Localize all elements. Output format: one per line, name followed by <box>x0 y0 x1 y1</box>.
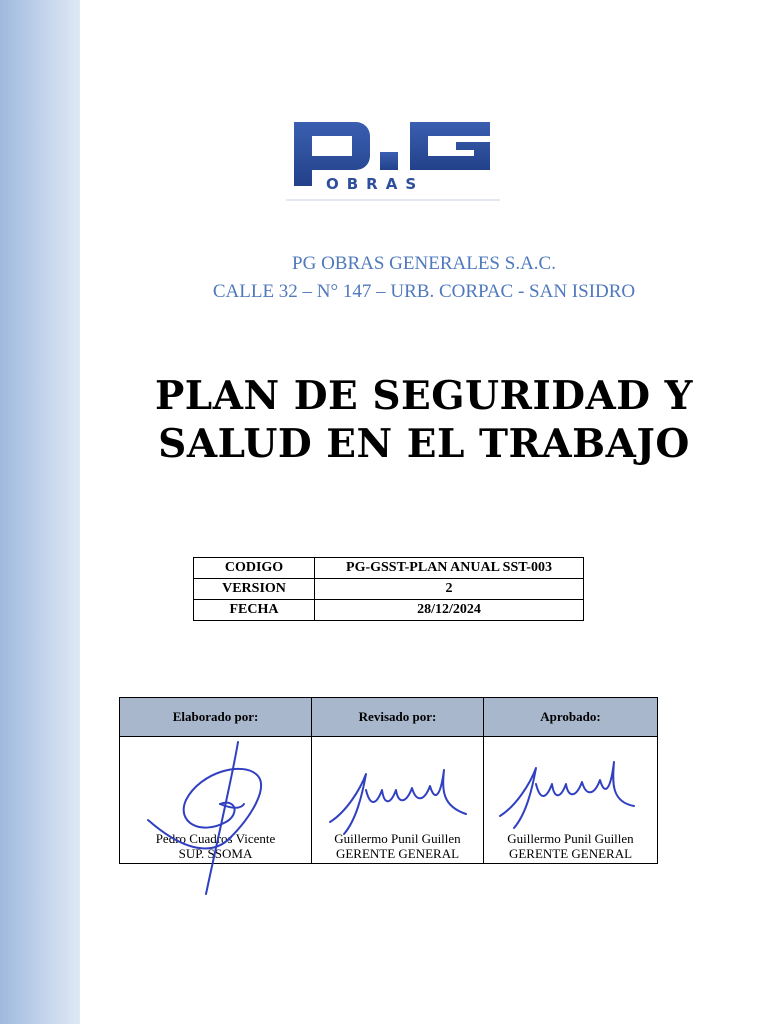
header-aprobado: Aprobado: <box>484 698 658 737</box>
meta-row-code <box>194 558 584 579</box>
meta-label: CODIGO <box>194 558 315 579</box>
meta-row-version <box>194 579 584 600</box>
title-line-2: SALUD EN EL TRABAJO <box>158 421 690 467</box>
signature-cell-revisado <box>312 737 484 864</box>
signer-role: GERENTE GENERAL <box>508 846 633 861</box>
meta-row-date <box>194 600 584 621</box>
approval-signature-table <box>119 697 658 864</box>
header-elaborado: Elaborado por: <box>120 698 312 737</box>
title-line-1: PLAN DE SEGURIDAD Y <box>154 373 694 419</box>
company-header <box>80 250 768 306</box>
document-title <box>80 372 768 468</box>
meta-label: FECHA <box>194 600 315 621</box>
approval-header-row <box>120 698 658 737</box>
meta-value: 2 <box>315 579 584 600</box>
side-decorative-band <box>0 0 80 1024</box>
signer-role: SUP. SSOMA <box>178 846 253 861</box>
svg-text:OBRAS: OBRAS <box>326 175 425 193</box>
meta-value: 28/12/2024 <box>315 600 584 621</box>
signer-name: Guillermo Punil Guillen <box>334 831 461 846</box>
meta-label: VERSION <box>194 579 315 600</box>
meta-value: PG-GSST-PLAN ANUAL SST-003 <box>315 558 584 579</box>
signature-cell-aprobado <box>484 737 658 864</box>
signer-role: GERENTE GENERAL <box>335 846 460 861</box>
header-revisado: Revisado por: <box>312 698 484 737</box>
company-name: PG OBRAS GENERALES S.A.C. <box>292 253 556 274</box>
company-logo <box>286 116 500 202</box>
signer-name: Guillermo Punil Guillen <box>507 831 634 846</box>
signer-name: Pedro Cuadros Vicente <box>155 831 276 846</box>
document-metadata-table <box>193 557 584 621</box>
signature-cell-elaborado <box>120 737 312 864</box>
approval-signature-row <box>120 737 658 864</box>
company-address: CALLE 32 – N° 147 – URB. CORPAC - SAN ISIDRO <box>212 281 636 302</box>
